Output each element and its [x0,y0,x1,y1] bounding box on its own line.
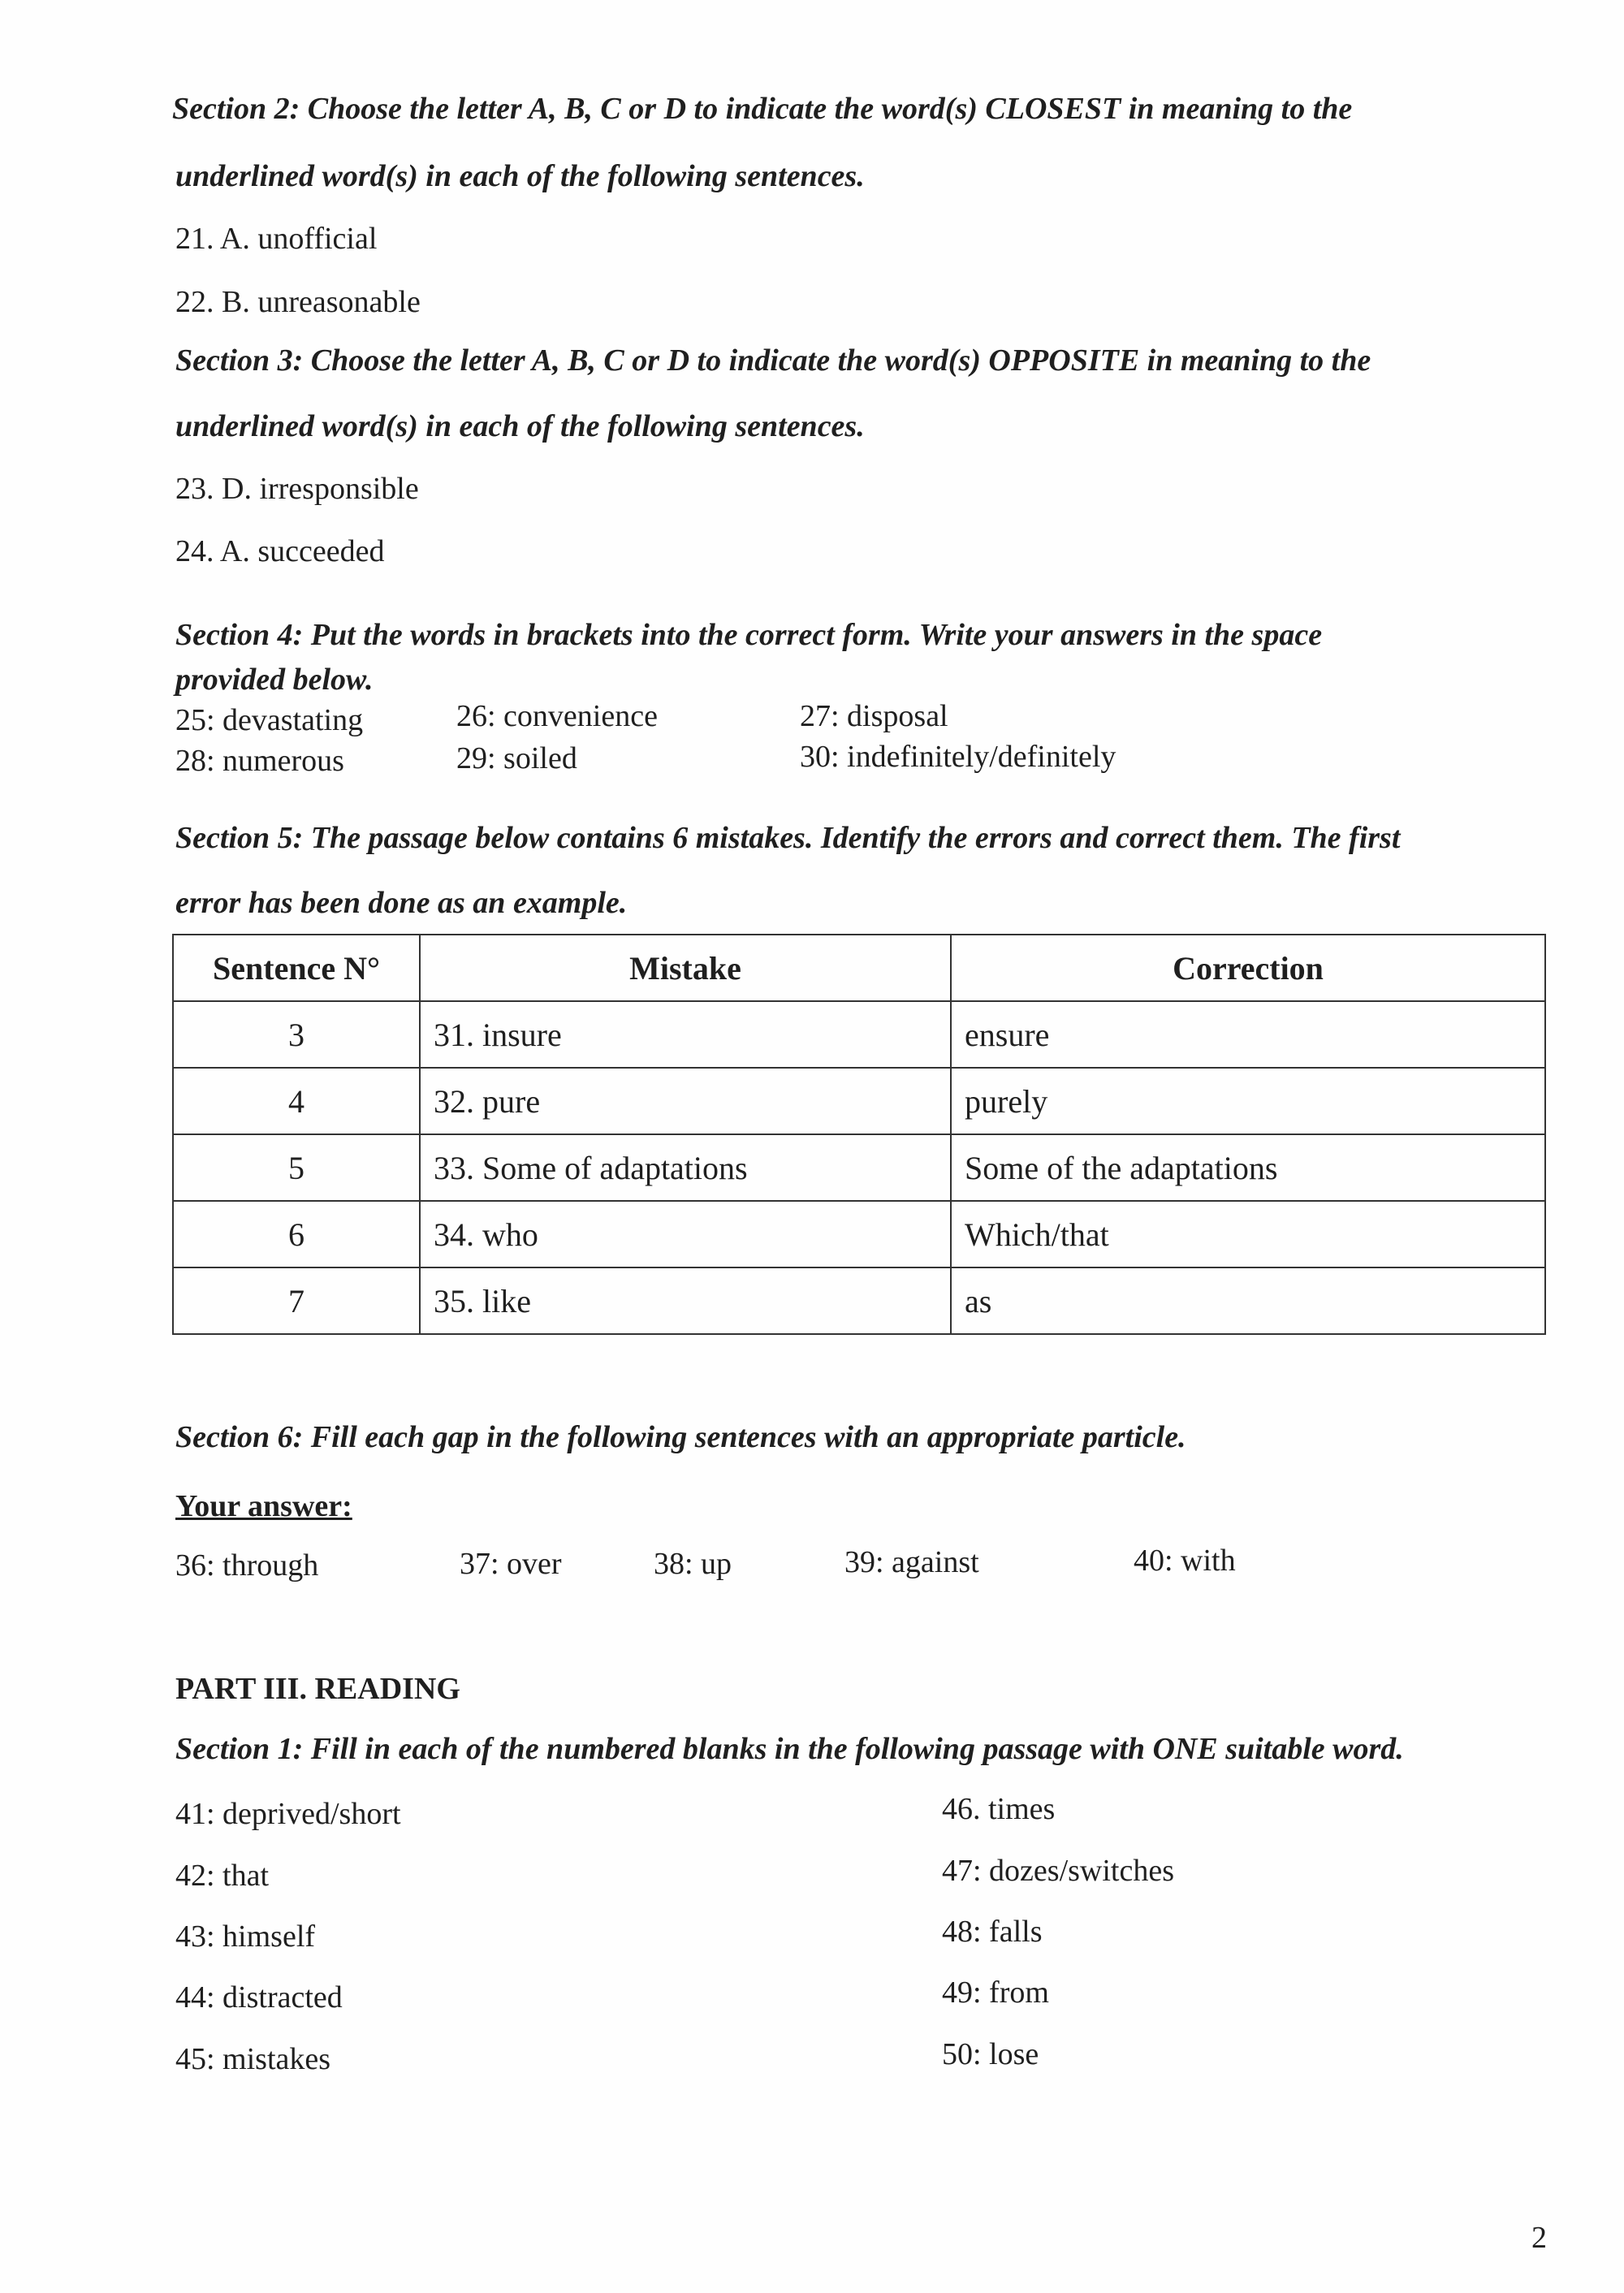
sentence-number: 4 [173,1068,420,1134]
section2-heading-line1: Section 2: Choose the letter A, B, C or D to indicate the word(s) CLOSEST in meaning to the [172,92,1353,126]
answer-39: 39: against [844,1545,979,1579]
answer-23: 23. D. irresponsible [175,472,419,506]
sentence-number: 6 [173,1201,420,1267]
header-mistake: Mistake [420,935,951,1001]
answer-49: 49: from [942,1976,1049,2010]
section4-heading-line2: provided below. [175,663,374,697]
answer-41: 41: deprived/short [175,1797,401,1831]
page-number: 2 [1531,2221,1547,2255]
answer-21: 21. A. unofficial [175,222,378,256]
table-row [173,1201,1545,1267]
section5-heading-line2: error has been done as an example. [175,886,628,920]
sentence-number: 5 [173,1134,420,1201]
table-row [173,1134,1545,1201]
answer-45: 45: mistakes [175,2042,331,2076]
answer-25: 25: devastating [175,703,364,737]
answer-28: 28: numerous [175,744,344,778]
correction-cell: purely [951,1068,1545,1134]
mistake-cell: 35. like [420,1267,951,1334]
answer-27: 27: disposal [800,699,948,733]
mistake-cell: 31. insure [420,1001,951,1068]
part3-title: PART III. READING [175,1672,460,1706]
answer-22: 22. B. unreasonable [175,285,421,319]
header-sentence-no: Sentence N° [173,935,420,1001]
mistake-cell: 32. pure [420,1068,951,1134]
correction-cell: ensure [951,1001,1545,1068]
section4-heading-line1: Section 4: Put the words in brackets into the correct form. Write your answers in the space [175,618,1323,652]
answer-30: 30: indefinitely/definitely [800,740,1116,774]
correction-cell: as [951,1267,1545,1334]
mistake-cell: 33. Some of adaptations [420,1134,951,1201]
answer-29: 29: soiled [456,741,577,775]
section3-heading-line1: Section 3: Choose the letter A, B, C or D to indicate the word(s) OPPOSITE in meaning to the [175,343,1371,378]
table-header-row [173,935,1545,1001]
answer-38: 38: up [654,1547,732,1581]
your-answer-label: Your answer: [175,1489,352,1523]
answer-50: 50: lose [942,2037,1039,2071]
sentence-number: 3 [173,1001,420,1068]
table-row [173,1267,1545,1334]
answer-42: 42: that [175,1859,270,1893]
sentence-number: 7 [173,1267,420,1334]
mistake-correction-table [172,934,1546,1335]
answer-36: 36: through [175,1548,319,1583]
answer-48: 48: falls [942,1915,1043,1949]
answer-44: 44: distracted [175,1980,343,2014]
correction-cell: Some of the adaptations [951,1134,1545,1201]
correction-cell: Which/that [951,1201,1545,1267]
answer-40: 40: with [1134,1544,1236,1578]
answer-46: 46. times [942,1792,1056,1826]
answer-43: 43: himself [175,1919,316,1954]
answer-24: 24. A. succeeded [175,534,385,568]
mistake-cell: 34. who [420,1201,951,1267]
answer-47: 47: dozes/switches [942,1854,1175,1888]
part3-section1-heading: Section 1: Fill in each of the numbered blanks in the following passage with ONE suitable word. [175,1732,1404,1766]
section3-heading-line2: underlined word(s) in each of the following sentences. [175,409,865,443]
section2-heading-line2: underlined word(s) in each of the following sentences. [175,159,865,193]
header-correction: Correction [951,935,1545,1001]
answer-37: 37: over [460,1547,562,1581]
section5-heading-line1: Section 5: The passage below contains 6 mistakes. Identify the errors and correct them. The first [175,821,1401,855]
answer-26: 26: convenience [456,699,658,733]
section6-heading: Section 6: Fill each gap in the following sentences with an appropriate particle. [175,1420,1186,1454]
table-row [173,1001,1545,1068]
table-row [173,1068,1545,1134]
